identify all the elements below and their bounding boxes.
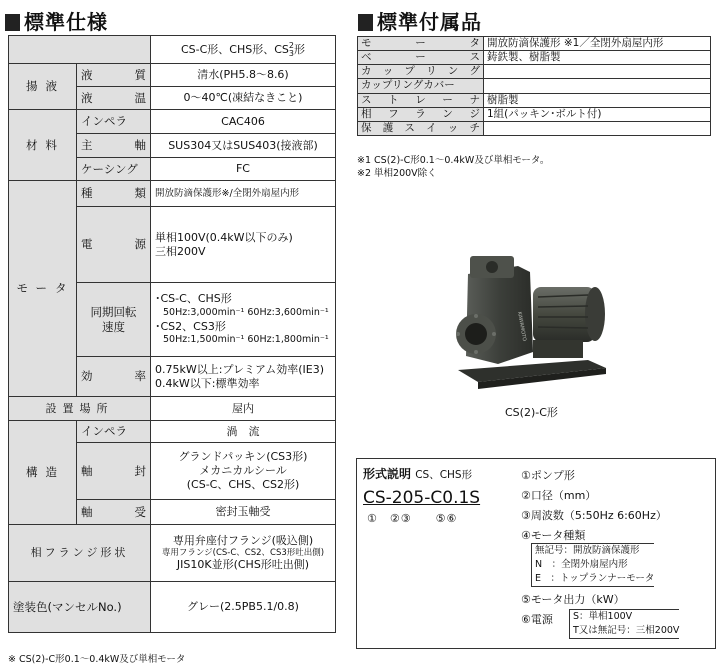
value-paint: グレー(2.5PB5.1/0.8) <box>151 582 336 633</box>
label-power-text: 電 源 <box>81 237 146 252</box>
acc-key-motor-text: モ ー タ <box>361 37 480 49</box>
model-item-4-c: E ：トップランナーモータ <box>535 573 655 584</box>
value-efficiency-2: 0.4kW以下:標準効率 <box>155 376 260 390</box>
model-item-6-b: T又は無記号：三相200V <box>573 625 680 636</box>
value-flange-1: 専用弁座付フランジ(吸込側) <box>172 533 314 547</box>
model-item-6: ⑥電源 <box>521 613 553 626</box>
acc-key-motor <box>358 37 484 51</box>
spec-header-models <box>151 36 336 64</box>
table-row <box>358 107 711 121</box>
model-code: CS-205-C0.1S <box>363 488 481 508</box>
model-item-2: ②口径（mm） <box>521 489 597 502</box>
pump-motor-foot <box>533 340 583 358</box>
label-liquid-temp-text: 液 温 <box>81 90 146 105</box>
label-type-text: 種 類 <box>81 186 146 201</box>
acc-val-coupling <box>484 65 711 79</box>
table-row <box>358 79 711 93</box>
model-explanation-box <box>356 458 716 649</box>
acc-key-strainer <box>358 93 484 107</box>
value-type: 開放防滴保護形※/全閉外扇屋内形 <box>151 181 336 207</box>
model-title-sub: CS、CHS形 <box>415 469 473 481</box>
table-row <box>358 37 711 51</box>
value-power-2: 三相200V <box>155 244 206 258</box>
spec-header-text: CS-C形、CHS形、CS <box>180 42 289 56</box>
value-location: 屋内 <box>151 397 336 421</box>
table-row <box>358 51 711 65</box>
acc-val-switch <box>484 121 711 135</box>
value-flange-3: JIS10K並形(CHS形吐出側) <box>176 558 310 572</box>
label-flange: 相フランジ形状 <box>9 525 151 582</box>
value-speed <box>151 283 336 357</box>
model-item-4: ④モータ種類 <box>521 529 586 542</box>
acc-key-coupling-cover: カップリングカバー <box>358 79 484 93</box>
acc-key-switch-text: 保 護 ス イ ッ チ <box>361 121 480 134</box>
value-flange <box>151 525 336 582</box>
spec-header-blank <box>9 36 151 64</box>
acc-val-base: 鋳鉄製、樹脂製 <box>484 51 711 65</box>
value-impeller: CAC406 <box>151 110 336 134</box>
label-liquid-quality-text: 液 質 <box>81 67 146 82</box>
spec-table <box>8 35 336 633</box>
acc-key-flange-text: 相 フ ラ ン ジ <box>361 107 480 120</box>
value-s-impeller: 渦 流 <box>151 421 336 443</box>
value-shaft: SUS304又はSUS403(接液部) <box>151 134 336 158</box>
model-item-3: ③周波数（5:50Hz 6:60Hz） <box>521 509 667 522</box>
label-shaft-text: 主 軸 <box>81 138 146 153</box>
value-power <box>151 207 336 283</box>
label-speed-2: 速度 <box>102 319 125 334</box>
value-speed-1: ･CS-C、CHS形 <box>155 291 232 305</box>
value-speed-2: 50Hz:3,000min⁻¹ 60Hz:3,600min⁻¹ <box>163 306 329 318</box>
value-bearing: 密封玉軸受 <box>151 500 336 525</box>
table-row <box>358 93 711 107</box>
label-efficiency <box>77 357 151 397</box>
frac-bottom: 3 <box>288 48 294 58</box>
spec-header-suffix: 形 <box>294 42 305 56</box>
spec-footnote: ※ CS(2)-C形0.1～0.4kW及び単相モータ <box>8 654 186 665</box>
acc-key-strainer-text: ス ト レ ー ナ <box>361 93 480 106</box>
value-seal-3: (CS-C、CHS、CS2形) <box>186 477 300 491</box>
acc-val-coupling-cover <box>484 79 711 93</box>
square-bullet-icon <box>5 14 20 31</box>
label-location: 設置場所 <box>9 397 151 421</box>
model-item-1: ①ポンプ形 <box>521 469 575 482</box>
model-item-6-options <box>569 609 679 639</box>
model-code-index: ① ②③ ⑤⑥ <box>367 512 458 525</box>
spec-heading <box>5 6 108 35</box>
accessories-heading <box>358 6 482 35</box>
label-s-impeller: インペラ <box>77 421 151 443</box>
model-item-5: ⑤モータ出力（kW） <box>521 593 625 606</box>
model-item-6-a: S：単相100V <box>573 611 633 622</box>
value-efficiency <box>151 357 336 397</box>
cat-motor: モータ <box>9 181 77 397</box>
acc-val-flange: 1組(パッキン･ボルト付) <box>484 107 711 121</box>
pump-caption: CS(2)-C形 <box>505 406 558 419</box>
accessories-table <box>357 36 711 136</box>
acc-key-coupling <box>358 65 484 79</box>
pump-image <box>438 252 618 400</box>
label-power <box>77 207 151 283</box>
model-title <box>363 465 472 482</box>
table-row <box>358 121 711 135</box>
square-bullet-icon <box>358 14 373 31</box>
acc-key-base <box>358 51 484 65</box>
table-row <box>358 65 711 79</box>
label-bearing-text: 軸 受 <box>81 504 146 519</box>
accessories-heading-text: 標準付属品 <box>377 10 482 34</box>
label-speed-1: 同期回転 <box>90 305 137 320</box>
value-power-1: 単相100V(0.4kW以下のみ) <box>155 230 293 244</box>
acc-key-switch <box>358 121 484 135</box>
cat-material: 材料 <box>9 110 77 181</box>
model-item-4-a: 無記号：開放防滴保護形 <box>535 545 640 556</box>
label-liquid-temp <box>77 87 151 110</box>
label-speed <box>77 283 151 357</box>
pump-nameplate: KAWAMOTO <box>516 311 528 342</box>
label-efficiency-text: 効 率 <box>81 369 146 384</box>
value-efficiency-1: 0.75kW以上:プレミアム効率(IE3) <box>155 362 325 376</box>
accessories-note-2: ※2 単相200V除く <box>357 168 437 179</box>
acc-key-base-text: ベ ー ス <box>361 51 480 64</box>
accessories-note-1: ※1 CS(2)-C形0.1～0.4kW及び単相モータ。 <box>357 155 550 166</box>
acc-key-flange <box>358 107 484 121</box>
pump-top-port-hole <box>486 261 498 273</box>
value-speed-4: 50Hz:1,500min⁻¹ 60Hz:1,800min⁻¹ <box>163 334 329 346</box>
label-seal <box>77 443 151 500</box>
label-casing: ケーシング <box>77 158 151 181</box>
label-paint: 塗装色(マンセルNo.) <box>9 582 151 633</box>
label-liquid-quality <box>77 64 151 87</box>
value-seal-2: メカニカルシール <box>199 464 287 478</box>
label-type <box>77 181 151 207</box>
cat-liquid: 揚液 <box>9 64 77 110</box>
pump-suction-hole <box>465 323 487 345</box>
acc-val-strainer: 樹脂製 <box>484 93 711 107</box>
model-title-text: 形式説明 <box>363 467 412 481</box>
value-speed-3: ･CS2、CS3形 <box>155 319 226 333</box>
value-flange-2: 専用フランジ(CS-C、CS2、CS3形吐出側) <box>161 547 325 558</box>
spec-heading-text: 標準仕様 <box>24 10 108 34</box>
acc-val-motor: 開放防滴保護形 ※1／全閉外扇屋内形 <box>484 37 711 51</box>
label-shaft <box>77 134 151 158</box>
model-item-4-b: N ：全閉外扇屋内形 <box>535 559 628 570</box>
value-liquid-quality: 清水(PH5.8～8.6) <box>151 64 336 87</box>
model-item-4-options <box>531 543 654 587</box>
value-liquid-temp: 0～40℃(凍結なきこと) <box>151 87 336 110</box>
label-impeller: インペラ <box>77 110 151 134</box>
label-bearing <box>77 500 151 525</box>
acc-key-coupling-text: カ ッ プ リ ン グ <box>361 65 480 78</box>
value-seal <box>151 443 336 500</box>
value-casing: FC <box>151 158 336 181</box>
value-seal-1: グランドパッキン(CS3形) <box>178 450 308 464</box>
label-seal-text: 軸 封 <box>81 463 146 478</box>
cat-structure: 構造 <box>9 421 77 525</box>
frac-top: 2 <box>288 40 294 50</box>
